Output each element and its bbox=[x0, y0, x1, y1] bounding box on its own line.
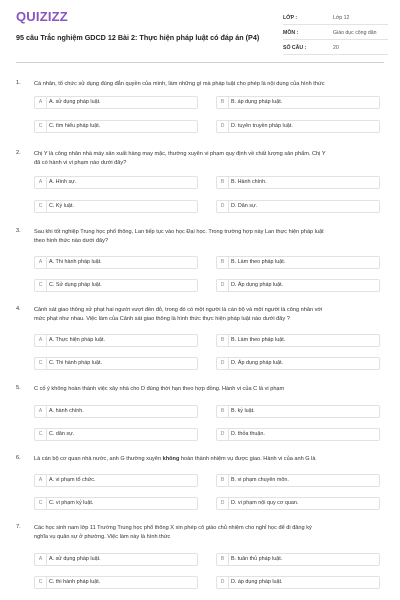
header bbox=[0, 0, 400, 66]
question-text bbox=[34, 524, 384, 541]
option-letter: D bbox=[217, 121, 229, 132]
option-c[interactable] bbox=[34, 428, 198, 441]
option-letter: A bbox=[35, 335, 47, 346]
option-b[interactable] bbox=[216, 176, 380, 189]
question-line: nghĩa vụ quân sự ở phường. Việc làm này là hình thức bbox=[34, 533, 171, 540]
question-number: 5. bbox=[16, 385, 21, 391]
option-c[interactable] bbox=[34, 357, 198, 370]
option-letter: A bbox=[35, 177, 47, 188]
option-text: D. Áp dụng pháp luật. bbox=[231, 282, 284, 288]
option-text: C. thi hành pháp luật. bbox=[49, 579, 101, 585]
option-letter: D bbox=[217, 358, 229, 369]
meta-value: 20 bbox=[333, 45, 339, 51]
option-text: B. Làm theo pháp luật. bbox=[231, 337, 286, 343]
option-a[interactable] bbox=[34, 176, 198, 189]
option-text: C. Sử dụng pháp luật. bbox=[49, 282, 102, 288]
option-d[interactable] bbox=[216, 200, 380, 213]
option-d[interactable] bbox=[216, 576, 380, 589]
question-text bbox=[34, 306, 384, 323]
option-letter: B bbox=[217, 335, 229, 346]
question-line: Cá nhân, tổ chức sử dụng đúng đắn quyền của mình, làm những gì mà pháp luật cho phép là nội dung của hình thức bbox=[34, 81, 325, 87]
meta-value: Lớp 12 bbox=[333, 15, 350, 21]
option-letter: B bbox=[217, 97, 229, 108]
question-text-part: Là cán bộ cơ quan nhà nước, anh G thường xuyên bbox=[34, 456, 163, 462]
option-c[interactable] bbox=[34, 497, 198, 510]
meta-row-class bbox=[283, 10, 388, 25]
option-text: C. vi phạm kỷ luật. bbox=[49, 500, 94, 506]
meta-label: SỐ CÂU : bbox=[283, 45, 307, 51]
option-c[interactable] bbox=[34, 120, 198, 133]
option-letter: B bbox=[217, 406, 229, 417]
option-text: A. Hình sự. bbox=[49, 179, 77, 185]
question-line: Chị Y là công nhân nhà máy sản xuất hàng may mặc, thường xuyên vi phạm quy định về chất lượng sản phẩm. Chị Y bbox=[34, 151, 326, 157]
option-text: D. thỏa thuận. bbox=[231, 431, 265, 437]
question-text bbox=[34, 455, 384, 464]
option-text: B. Làm theo pháp luật. bbox=[231, 259, 286, 265]
option-a[interactable] bbox=[34, 474, 198, 487]
option-a[interactable] bbox=[34, 334, 198, 347]
question-line: C cố ý không hoàn thành việc xây nhà cho D đúng thời hạn theo hợp đồng. Hành vi của C là vi phạm bbox=[34, 386, 285, 392]
option-letter: D bbox=[217, 280, 229, 291]
option-b[interactable] bbox=[216, 96, 380, 109]
question-text bbox=[34, 150, 384, 167]
option-c[interactable] bbox=[34, 576, 198, 589]
option-b[interactable] bbox=[216, 405, 380, 418]
question-line: theo hình thức nào dưới đây? bbox=[34, 237, 108, 244]
option-text: C. dân sự. bbox=[49, 431, 75, 437]
option-text: B. tuân thủ pháp luật. bbox=[231, 556, 283, 562]
question-number: 4. bbox=[16, 306, 21, 312]
option-letter: A bbox=[35, 406, 47, 417]
option-letter: C bbox=[35, 358, 47, 369]
option-text: C. tìm hiểu pháp luật. bbox=[49, 123, 101, 129]
option-letter: C bbox=[35, 577, 47, 588]
option-letter: C bbox=[35, 201, 47, 212]
option-letter: D bbox=[217, 429, 229, 440]
question-text-bold: không bbox=[162, 456, 180, 462]
option-text: A. sử dụng pháp luật. bbox=[49, 99, 101, 105]
option-text: C. Kỷ luật. bbox=[49, 203, 74, 209]
option-text: D. Áp dụng pháp luật. bbox=[231, 360, 284, 366]
option-text: D. tuyên truyền pháp luật. bbox=[231, 123, 293, 129]
meta-value: Giáo dục công dân bbox=[333, 30, 377, 36]
question-line: mức phạt như nhau. Việc làm của Cảnh sát giao thông là hình thức thực hiện pháp luật nào dưới đây ? bbox=[34, 315, 290, 322]
option-letter: B bbox=[217, 554, 229, 565]
meta-row-subject bbox=[283, 25, 388, 40]
question-text bbox=[34, 385, 384, 394]
option-letter: B bbox=[217, 475, 229, 486]
meta-label: MÔN : bbox=[283, 30, 299, 36]
question-number: 6. bbox=[16, 455, 21, 461]
option-letter: C bbox=[35, 429, 47, 440]
quizizz-logo: QUIZIZZ bbox=[16, 9, 68, 24]
option-a[interactable] bbox=[34, 405, 198, 418]
page-title: 95 câu Trắc nghiệm GDCD 12 Bài 2: Thực hiện pháp luật có đáp án (P4) bbox=[16, 33, 260, 42]
option-letter: C bbox=[35, 280, 47, 291]
option-letter: A bbox=[35, 475, 47, 486]
option-letter: B bbox=[217, 257, 229, 268]
option-letter: A bbox=[35, 97, 47, 108]
option-text: A. Thi hành pháp luật. bbox=[49, 259, 102, 265]
option-b[interactable] bbox=[216, 334, 380, 347]
option-text: C. Thi hành pháp luật. bbox=[49, 360, 102, 366]
option-text: A. Thực hiện pháp luật. bbox=[49, 337, 105, 343]
option-letter: D bbox=[217, 577, 229, 588]
question-text-part: hoàn thành nhiệm vụ được giao. Hành vi của anh G là bbox=[179, 456, 316, 462]
question-number: 2. bbox=[16, 150, 21, 156]
option-letter: D bbox=[217, 201, 229, 212]
option-text: B. Hành chính. bbox=[231, 179, 267, 185]
option-text: D. Dân sự. bbox=[231, 203, 258, 209]
option-letter: C bbox=[35, 121, 47, 132]
question-line: Sau khi tốt nghiệp Trung học phổ thông, Lan tiếp tục vào học Đại học. Trong trường hợp này Lan thực hiện pháp luật bbox=[34, 229, 324, 235]
option-b[interactable] bbox=[216, 474, 380, 487]
question-line bbox=[34, 455, 384, 464]
option-text: A. sử dụng pháp luật. bbox=[49, 556, 101, 562]
option-text: A. vi phạm tổ chức. bbox=[49, 477, 96, 483]
meta-row-count bbox=[283, 40, 388, 55]
question-text bbox=[34, 228, 384, 245]
question-line: Cảnh sát giao thông xử phạt hai người vượt đèn đỏ, trong đó có một người là cán bộ và một người là công nhân với bbox=[34, 307, 323, 313]
option-b[interactable] bbox=[216, 256, 380, 269]
option-c[interactable] bbox=[34, 279, 198, 292]
question-text bbox=[34, 80, 384, 89]
option-text: A. hành chính. bbox=[49, 408, 84, 414]
option-text: B. vi phạm chuyên môn. bbox=[231, 477, 289, 483]
option-text: B. kỷ luật. bbox=[231, 408, 255, 414]
option-c[interactable] bbox=[34, 200, 198, 213]
option-a[interactable] bbox=[34, 256, 198, 269]
option-letter: D bbox=[217, 498, 229, 509]
option-text: B. áp dụng pháp luật. bbox=[231, 99, 283, 105]
option-b[interactable] bbox=[216, 553, 380, 566]
option-a[interactable] bbox=[34, 553, 198, 566]
option-d[interactable] bbox=[216, 497, 380, 510]
question-line: đã có hành vi vi phạm nào dưới đây? bbox=[34, 159, 127, 166]
option-d[interactable] bbox=[216, 279, 380, 292]
question-number: 1. bbox=[16, 80, 21, 86]
question-number: 7. bbox=[16, 524, 21, 530]
header-divider bbox=[16, 62, 384, 63]
option-letter: A bbox=[35, 554, 47, 565]
option-d[interactable] bbox=[216, 357, 380, 370]
option-letter: B bbox=[217, 177, 229, 188]
question-number: 3. bbox=[16, 228, 21, 234]
option-letter: C bbox=[35, 498, 47, 509]
option-a[interactable] bbox=[34, 96, 198, 109]
question-line: Các học sinh nam lớp 11 Trường Trung học phổ thông X xin phép cô giáo chủ nhiệm cho nghỉ học để đi đăng ký bbox=[34, 525, 312, 531]
option-d[interactable] bbox=[216, 428, 380, 441]
meta-label: LỚP : bbox=[283, 15, 298, 21]
option-letter: A bbox=[35, 257, 47, 268]
option-d[interactable] bbox=[216, 120, 380, 133]
option-text: D. áp dụng pháp luật. bbox=[231, 579, 283, 585]
option-text: D. vi phạm nội quy cơ quan. bbox=[231, 500, 299, 506]
